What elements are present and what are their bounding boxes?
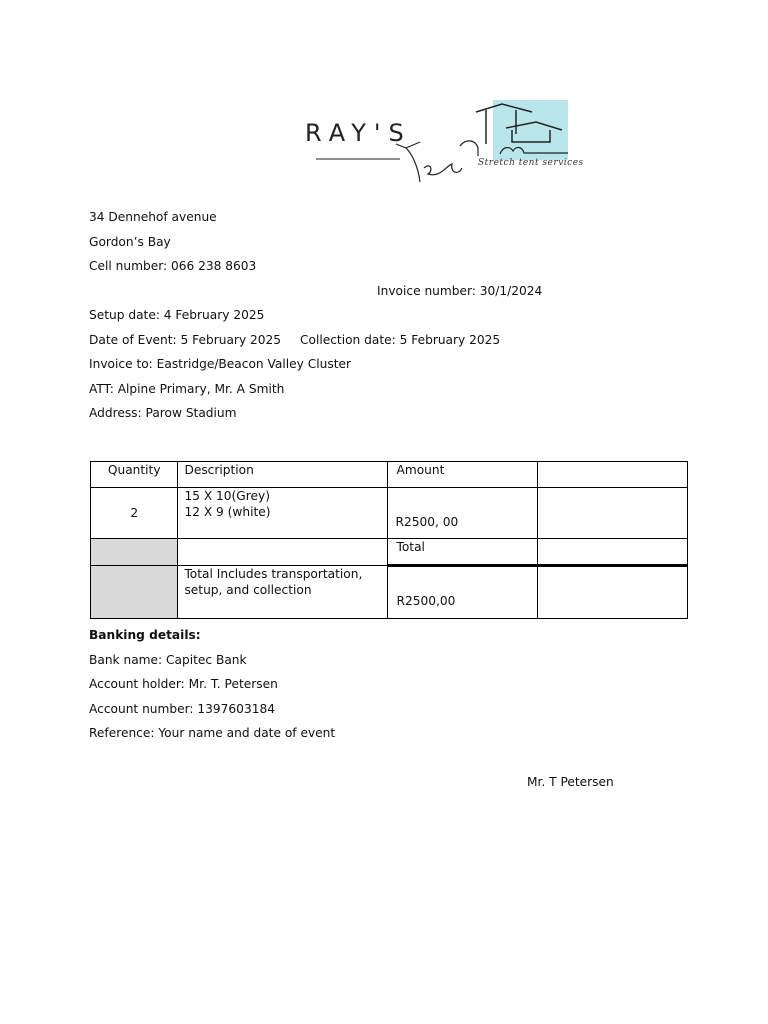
total-amount: R2500,00 <box>388 566 538 619</box>
signature-name: Mr. T Petersen <box>527 775 614 789</box>
header-description: Description <box>178 462 388 488</box>
event-date: Date of Event: 5 February 2025 <box>89 333 282 347</box>
company-logo <box>300 96 590 196</box>
table-header-row <box>91 462 688 488</box>
town: Gordon’s Bay <box>89 235 171 249</box>
payment-reference: Reference: Your name and date of event <box>89 726 336 740</box>
invoice-to: Invoice to: Eastridge/Beacon Valley Cluster <box>89 357 351 371</box>
total-description-line1: Total Includes transportation, <box>184 567 363 581</box>
logo-house-graphic <box>300 96 590 196</box>
setup-date: Setup date: 4 February 2025 <box>89 308 265 322</box>
account-holder: Account holder: Mr. T. Petersen <box>89 677 278 691</box>
header-amount: Amount <box>388 462 538 488</box>
invoice-number: Invoice number: 30/1/2024 <box>377 284 543 298</box>
logo-tagline: Stretch tent services <box>478 158 584 168</box>
total-label: Total <box>388 539 538 566</box>
item-amount: R2500, 00 <box>388 488 538 539</box>
header-quantity: Quantity <box>91 462 178 488</box>
table-row <box>91 539 688 566</box>
item-description-line1: 15 X 10(Grey) <box>184 489 270 503</box>
item-quantity: 2 <box>91 488 178 539</box>
table-row <box>91 566 688 619</box>
empty-cell <box>538 539 688 566</box>
account-number: Account number: 1397603184 <box>89 702 275 716</box>
empty-cell <box>538 566 688 619</box>
empty-cell <box>178 539 388 566</box>
invoice-table <box>90 461 688 619</box>
banking-heading: Banking details: <box>89 628 201 642</box>
bank-name: Bank name: Capitec Bank <box>89 653 247 667</box>
collection-date: Collection date: 5 February 2025 <box>300 333 501 347</box>
item-description-line2: 12 X 9 (white) <box>184 505 271 519</box>
item-empty-cell <box>538 488 688 539</box>
table-row <box>91 488 688 539</box>
delivery-address: Address: Parow Stadium <box>89 406 237 420</box>
shaded-cell <box>91 566 178 619</box>
street-address: 34 Dennehof avenue <box>89 210 217 224</box>
shaded-cell <box>91 539 178 566</box>
item-description <box>178 488 388 539</box>
logo-brand-text: RAY'S <box>305 119 412 147</box>
header-empty <box>538 462 688 488</box>
attention: ATT: Alpine Primary, Mr. A Smith <box>89 382 285 396</box>
total-description-line2: setup, and collection <box>184 583 312 597</box>
total-description <box>178 566 388 619</box>
cell-number: Cell number: 066 238 8603 <box>89 259 257 273</box>
